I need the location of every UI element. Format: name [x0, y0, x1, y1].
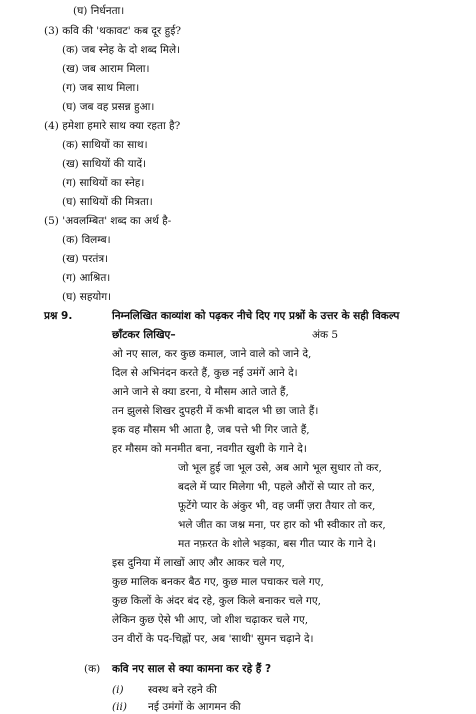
- text-line: (i): [112, 684, 124, 696]
- text-line: (ख) परतंत्र।: [62, 253, 109, 265]
- text-line: कुछ किलों के अंदर बंद रहे, कुल किले बनाकर चले गए,: [112, 595, 321, 607]
- text-line: आने जाने से क्या डरना, ये मौसम आते जाते हैं,: [112, 386, 289, 398]
- text-line: (ग) साथियों का स्नेह।: [62, 177, 145, 189]
- text-line: कुछ मालिक बनकर बैठ गए, कुछ माल पचाकर चले गए,: [112, 576, 324, 588]
- text-line: कवि नए साल से क्या कामना कर रहे हैं ?: [112, 663, 272, 675]
- text-line: निम्नलिखित काव्यांश को पढ़कर नीचे दिए गए प्रश्नों के उत्तर के सही विकल्प: [112, 310, 400, 322]
- text-line: अंक 5: [312, 329, 339, 341]
- text-line: हर मौसम को मनमीत बना, नवगीत खुशी के गाने दे।: [112, 443, 307, 455]
- text-line: (क) विलम्ब।: [62, 234, 111, 246]
- text-line: (घ) निर्धनता।: [73, 5, 125, 17]
- text-line: जो भूल हुई जा भूल उसे, अब आगे भूल सुधार तो कर,: [178, 462, 382, 474]
- text-line: फूटेंगे प्यार के अंकुर भी, वह जमीं ज़रा तैयार तो कर,: [178, 500, 376, 512]
- text-line: तन झुलसे शिखर दुपहरी में कभी बादल भी छा जाते हैं।: [112, 405, 319, 417]
- text-line: (क) साथियों का साथ।: [62, 139, 148, 151]
- text-line: इक वह मौसम भी आता है, जब पत्ते भी गिर जाते हैं,: [112, 424, 310, 436]
- text-line: लेकिन कुछ ऐसे भी आए, जो शीश चढ़ाकर चले गए,: [112, 614, 309, 626]
- text-line: (ख) साथियों की यादें।: [62, 158, 146, 170]
- text-line: उन वीरों के पद-चिह्नों पर, अब 'साथी' सुमन चढ़ाने दे।: [112, 633, 314, 645]
- text-line: (5) 'अवलम्बित' शब्द का अर्थ है-: [44, 215, 172, 227]
- text-line: बदले में प्यार मिलेगा भी, पहले औरों से प्यार तो कर,: [178, 481, 375, 493]
- text-line: भले जीत का जश्न मना, पर हार को भी स्वीकार तो कर,: [178, 519, 386, 531]
- text-line: (क): [84, 663, 101, 675]
- text-line: प्रश्न 9.: [44, 310, 73, 322]
- text-line: (3) कवि की 'थकावट' कब दूर हुई?: [44, 25, 181, 37]
- text-line: (क) जब स्नेह के दो शब्द मिले।: [62, 44, 181, 56]
- text-line: मत नफ़रत के शोले भड़का, बस गीत प्यार के गाने दे।: [178, 538, 377, 550]
- text-line: दिल से अभिनंदन करते हैं, कुछ नई उमंगें आने दे।: [112, 367, 298, 379]
- text-line: (ग) आश्रित।: [62, 272, 111, 284]
- text-line: (घ) सहयोग।: [62, 291, 112, 303]
- text-line: (ख) जब आराम मिला।: [62, 63, 150, 75]
- text-line: (घ) जब वह प्रसन्न हुआ।: [62, 101, 155, 113]
- text-line: (ग) जब साथ मिला।: [62, 82, 140, 94]
- text-line: ओ नए साल, कर कुछ कमाल, जाने वाले को जाने दे,: [112, 348, 312, 360]
- text-line: नई उमंगों के आगमन की: [148, 701, 241, 713]
- text-line: (ii): [112, 701, 127, 713]
- text-line: छाँटकर लिखिए–: [112, 329, 176, 341]
- text-line: स्वस्थ बने रहने की: [148, 684, 217, 696]
- text-line: इस दुनिया में लाखों आए और आकर चले गए,: [112, 557, 285, 569]
- text-line: (घ) साथियों की मित्रता।: [62, 196, 153, 208]
- text-line: (4) हमेशा हमारे साथ क्या रहता है?: [44, 120, 181, 132]
